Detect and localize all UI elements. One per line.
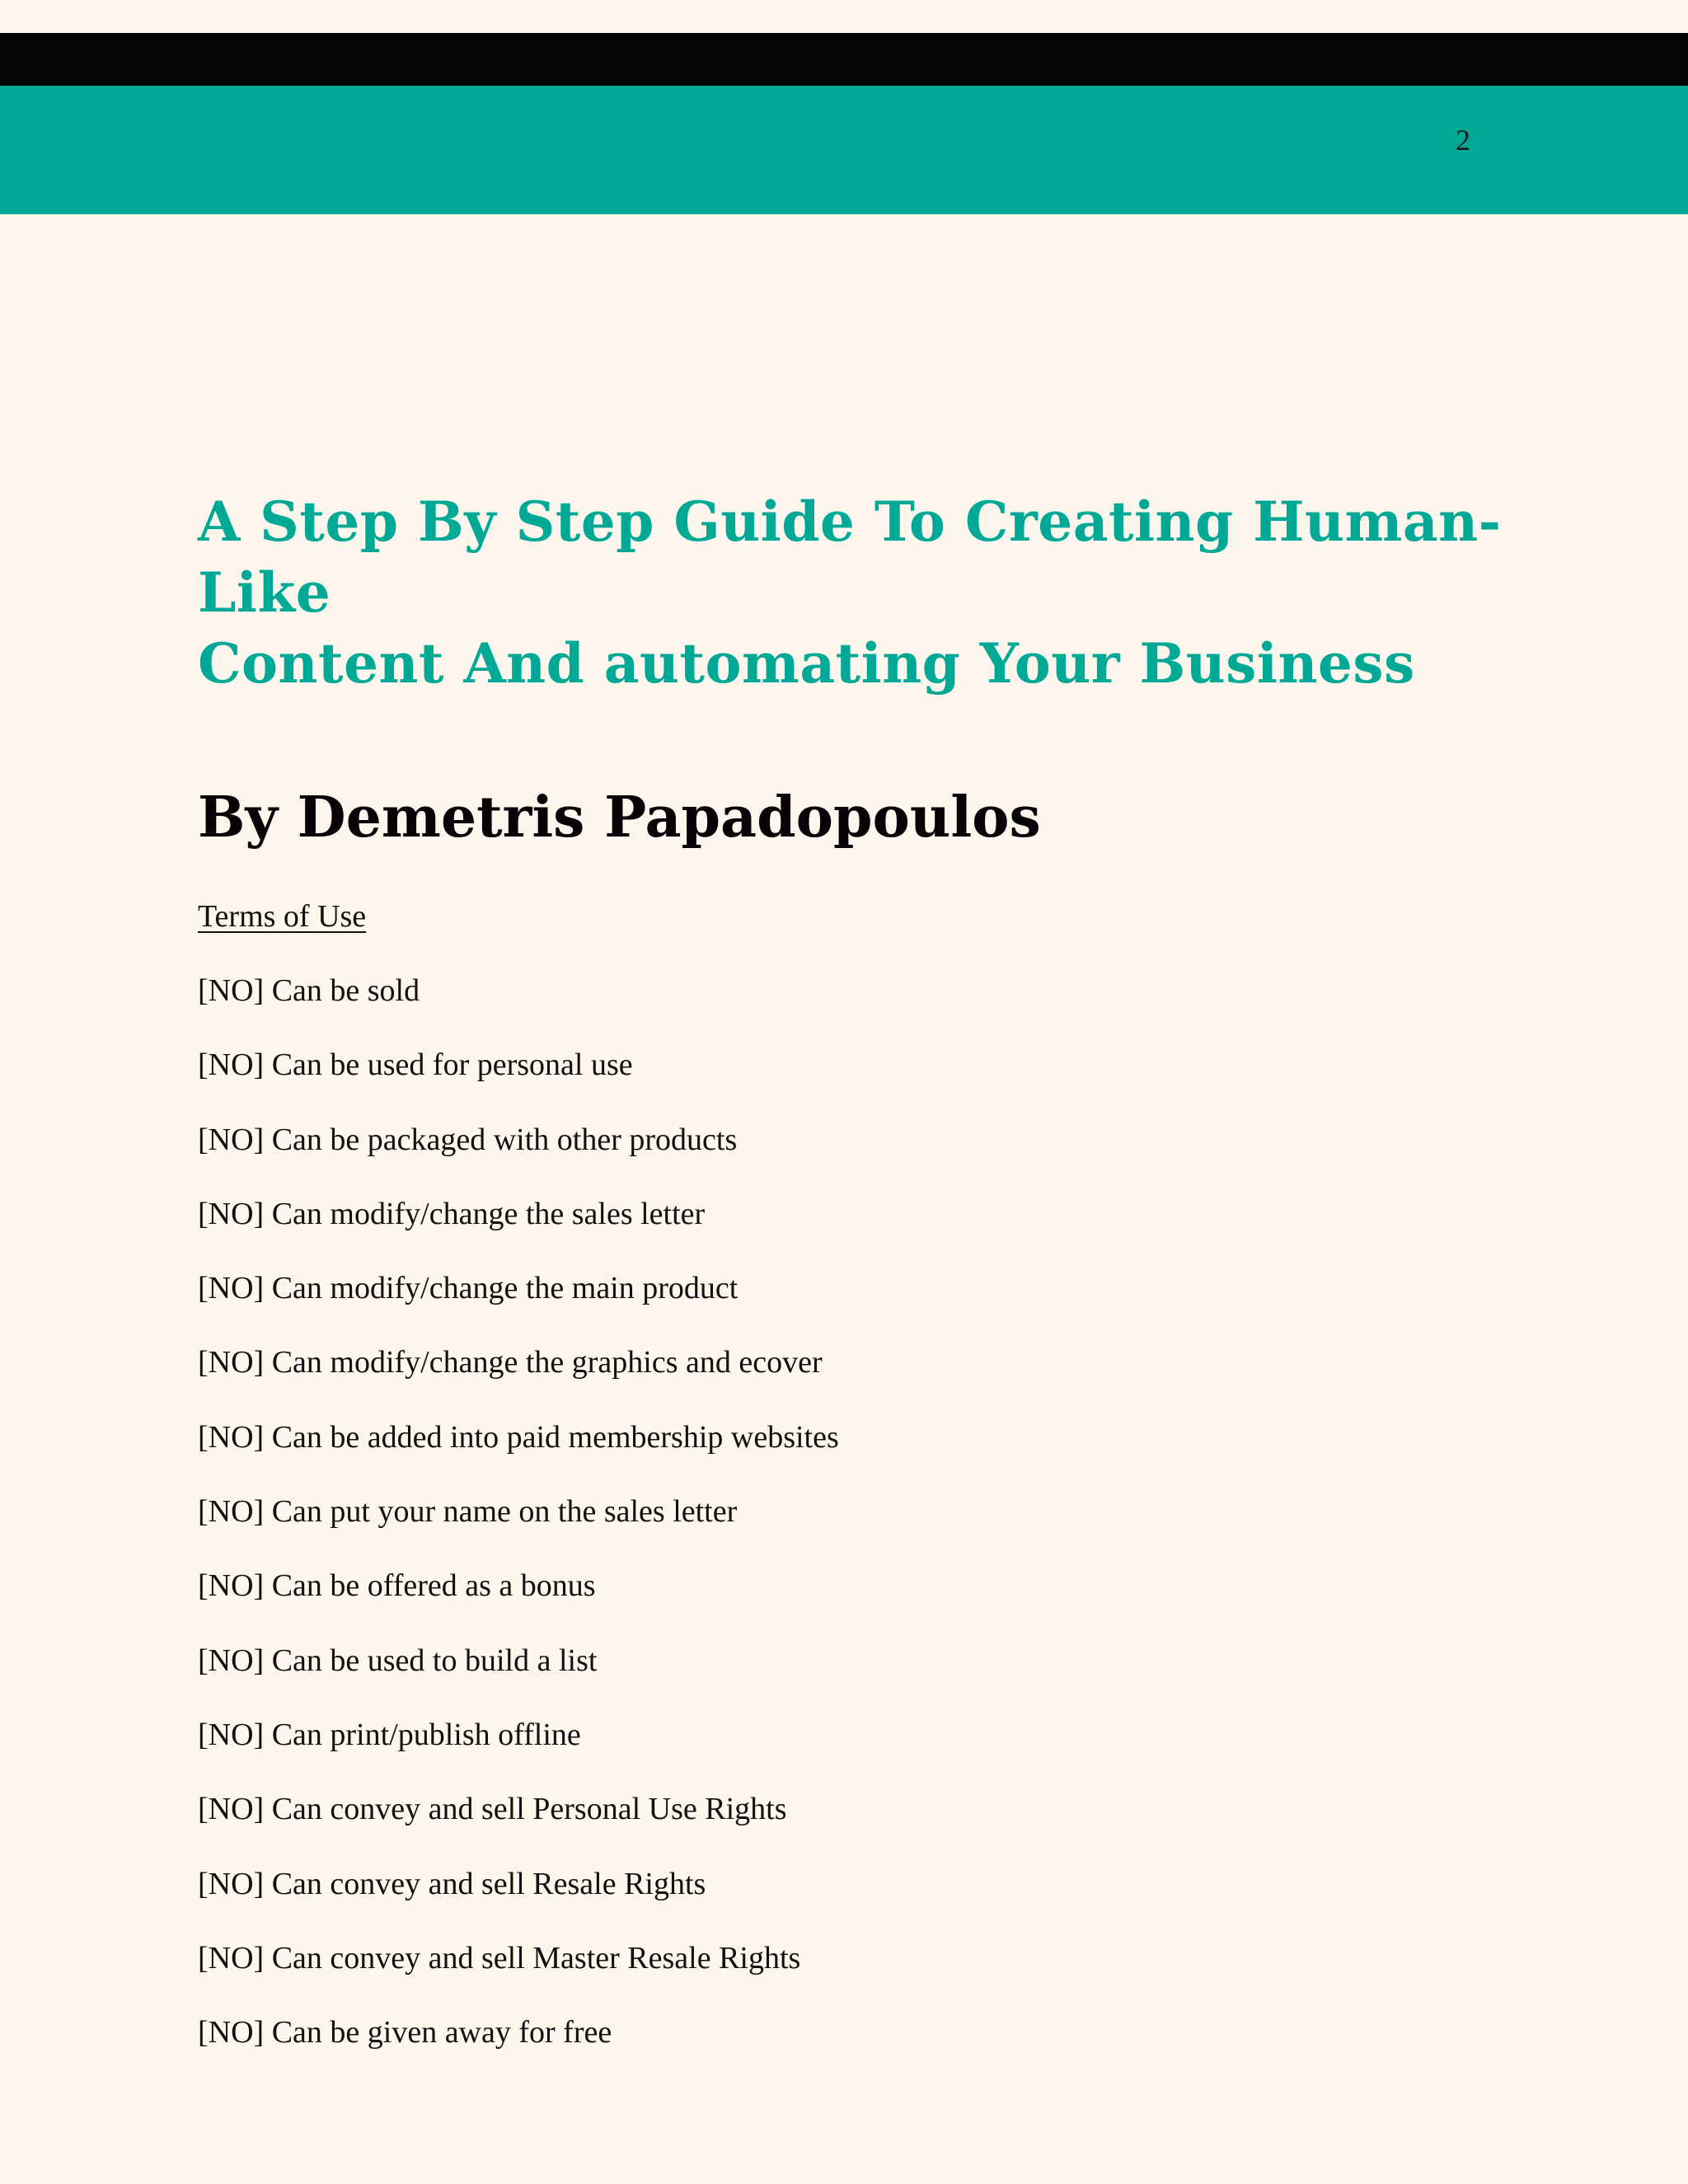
terms-item: [NO] Can modify/change the sales letter — [198, 1196, 706, 1231]
header-band — [0, 86, 1688, 214]
terms-item: [NO] Can put your name on the sales letter — [198, 1494, 738, 1530]
terms-item: [NO] Can be packaged with other products — [198, 1122, 738, 1157]
terms-item: [NO] Can convey and sell Personal Use Rights — [198, 1792, 787, 1827]
terms-item: [NO] Can be given away for free — [198, 2015, 612, 2050]
page-content — [198, 486, 1517, 2088]
document-title — [198, 486, 1517, 699]
terms-item: [NO] Can be added into paid membership websites — [198, 1419, 839, 1455]
terms-of-use-heading: Terms of Use — [198, 899, 367, 934]
terms-item: [NO] Can be offered as a bonus — [198, 1568, 596, 1604]
page-number: 2 — [1456, 124, 1470, 157]
terms-item: [NO] Can be used for personal use — [198, 1047, 633, 1083]
terms-item: [NO] Can be sold — [198, 973, 420, 1008]
terms-item: [NO] Can convey and sell Master Resale Rights — [198, 1940, 801, 1975]
terms-item: [NO] Can modify/change the graphics and ecover — [198, 1345, 823, 1380]
document-title-line-2: Content And automating Your Business — [198, 631, 1415, 696]
terms-list — [198, 972, 1517, 2050]
terms-item: [NO] Can print/publish offline — [198, 1717, 581, 1752]
terms-item: [NO] Can be used to build a list — [198, 1643, 598, 1678]
top-black-band — [0, 33, 1688, 86]
author-byline: By Demetris Papadopoulos — [198, 785, 1041, 851]
document-title-line-1: A Step By Step Guide To Creating Human-Like — [198, 490, 1502, 625]
terms-item: [NO] Can convey and sell Resale Rights — [198, 1866, 706, 1901]
terms-item: [NO] Can modify/change the main product — [198, 1271, 738, 1306]
